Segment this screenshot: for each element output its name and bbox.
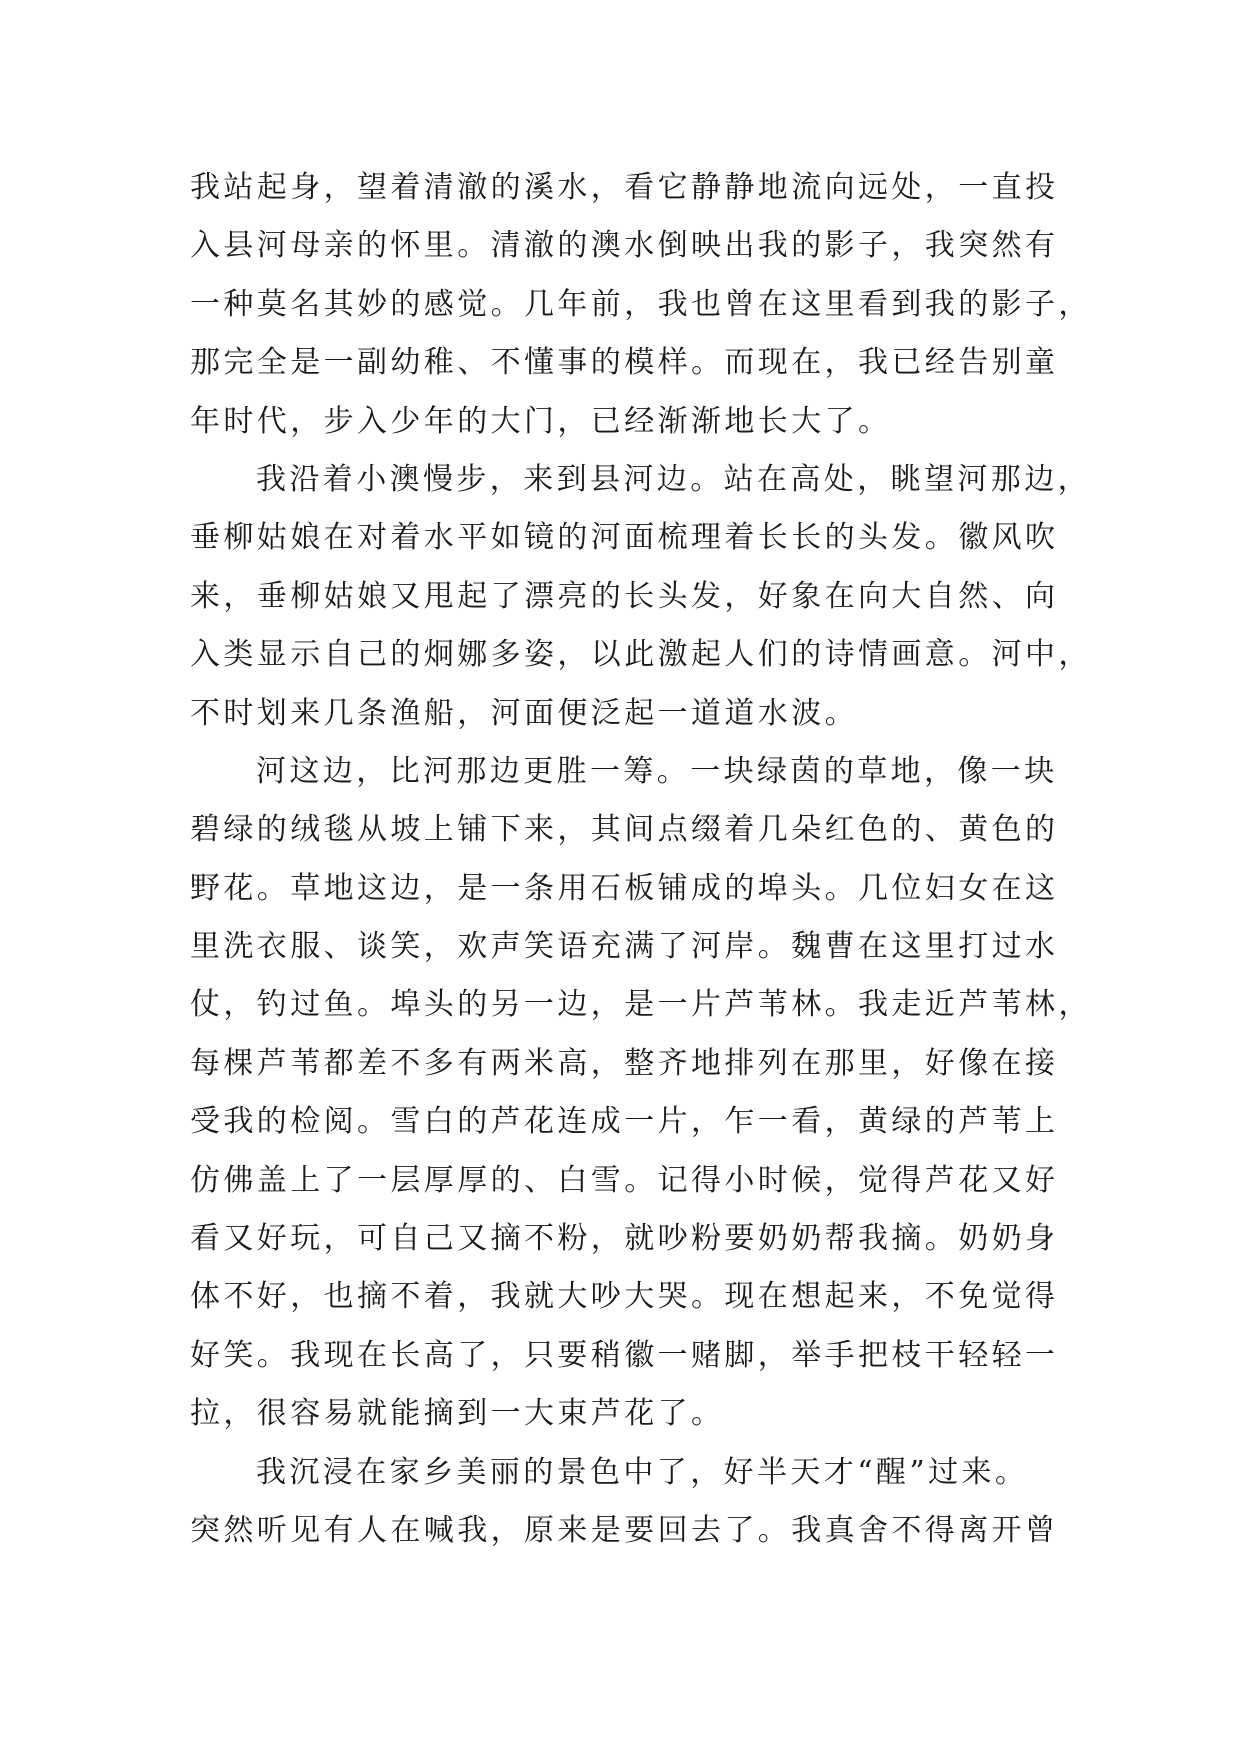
text-line: 不时划来几条渔船，河面便泛起一道道水波。 [190, 695, 858, 731]
text-line: 入县河母亲的怀里。清澈的澳水倒映出我的影子，我突然有 [190, 228, 1059, 264]
paragraph-first-line: 我沿着小澳慢步，来到县河边。站在高处，眺望河那边， [256, 461, 1091, 497]
text-line: 入类显示自己的炯娜多姿，以此激起人们的诗情画意。河中， [190, 637, 1092, 673]
text-line: 好笑。我现在长高了，只要稍徽一赌脚，举手把枝干轻轻一 [190, 1337, 1059, 1373]
paragraph-first-line: 我沉浸在家乡美丽的景色中了，好半天才“醒”过来。 [256, 1454, 1029, 1490]
text-line: 看又好玩，可自己又摘不粉，就吵粉要奶奶帮我摘。奶奶身 [190, 1221, 1059, 1257]
text-line: 野花。草地这边，是一条用石板铺成的埠头。几位妇女在这 [190, 870, 1059, 906]
text-line: 仿佛盖上了一层厚厚的、白雪。记得小时候，觉得芦花又好 [190, 1162, 1059, 1198]
text-line: 来，垂柳姑娘又甩起了漂亮的长头发，好象在向大自然、向 [190, 578, 1059, 614]
text-line: 年时代，步入少年的大门，已经渐渐地长大了。 [190, 403, 892, 439]
text-line: 里洗衣服、谈笑，欢声笑语充满了河岸。魏曹在这里打过水 [190, 929, 1059, 965]
text-line: 体不好，也摘不着，我就大吵大哭。现在想起来，不免觉得 [190, 1279, 1059, 1315]
text-line: 一种莫名其妙的感觉。几年前，我也曾在这里看到我的影子， [190, 286, 1092, 322]
paragraph-first-line: 河这边，比河那边更胜一筹。一块绿茵的草地，像一块 [256, 753, 1058, 789]
text-line: 我站起身，望着清澈的溪水，看它静静地流向远处，一直投 [190, 170, 1059, 205]
text-line: 仗，钓过鱼。埠头的另一边，是一片芦苇林。我走近芦苇林， [190, 987, 1092, 1023]
text-line: 受我的检阅。雪白的芦花连成一片，乍一看，黄绿的芦苇上 [190, 1104, 1059, 1140]
text-line: 碧绿的绒毯从坡上铺下来，其间点缀着几朵红色的、黄色的 [190, 812, 1059, 848]
text-line: 每棵芦苇都差不多有两米高，整齐地排列在那里，好像在接 [190, 1045, 1059, 1081]
text-line: 拉，很容易就能摘到一大束芦花了。 [190, 1396, 725, 1432]
text-line: 垂柳姑娘在对着水平如镜的河面梳理着长长的头发。徽风吹 [190, 520, 1059, 556]
text-line: 突然听见有人在喊我，原来是要回去了。我真舍不得离开曾 [190, 1512, 1059, 1548]
text-line: 那完全是一副幼稚、不懂事的模样。而现在，我已经告别童 [190, 345, 1059, 381]
essay-body [190, 159, 1092, 1560]
